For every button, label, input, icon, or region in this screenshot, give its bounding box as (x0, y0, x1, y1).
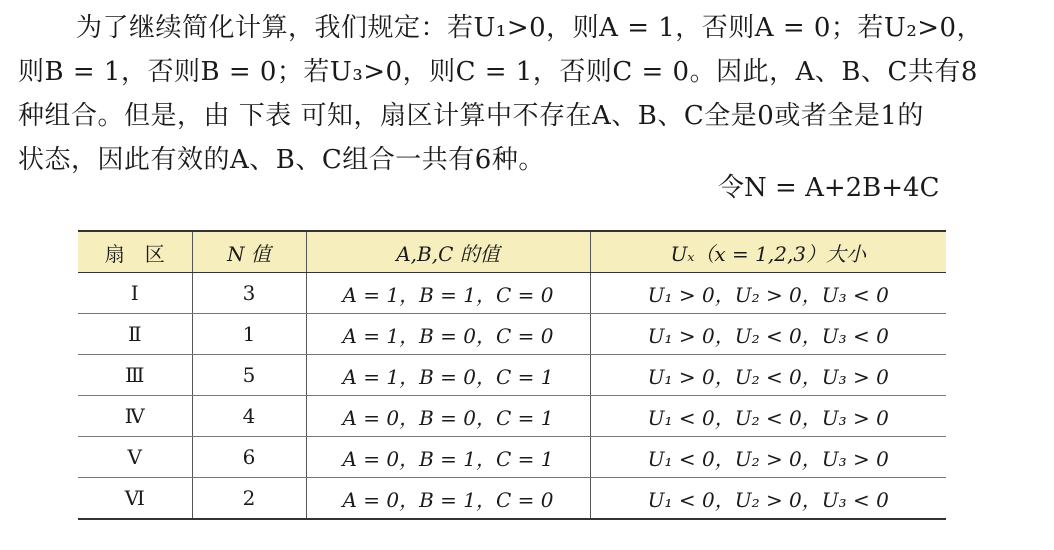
cell-abc-value: A = 1，B = 0，C = 0 (306, 314, 590, 355)
cell-ux-size: U₁ < 0，U₂ > 0，U₃ < 0 (590, 478, 946, 520)
header-row (78, 231, 946, 273)
cell-abc-value: A = 0，B = 1，C = 1 (306, 437, 590, 478)
table-row (78, 314, 946, 355)
paragraph-line: 为了继续简化计算，我们规定：若U₁>0，则A = 1，否则A = 0；若U₂>0， (76, 13, 984, 43)
header-ux-size: Uₓ（x = 1,2,3）大小 (590, 231, 946, 273)
cell-sector: Ⅴ (78, 437, 192, 478)
cell-ux-size: U₁ < 0，U₂ > 0，U₃ > 0 (590, 437, 946, 478)
cell-sector: Ⅱ (78, 314, 192, 355)
cell-abc-value: A = 1，B = 1，C = 0 (306, 273, 590, 314)
header-abc-value: A,B,C 的值 (306, 231, 590, 273)
cell-abc-value: A = 0，B = 1，C = 0 (306, 478, 590, 520)
table-row (78, 355, 946, 396)
paragraph-line: 则B = 1，否则B = 0；若U₃>0，则C = 1，否则C = 0。因此，A、B、C共有8 (18, 57, 978, 87)
cell-ux-size: U₁ < 0，U₂ < 0，U₃ > 0 (590, 396, 946, 437)
table-body (78, 273, 946, 520)
cell-n-value: 5 (192, 355, 306, 396)
table-row (78, 396, 946, 437)
cell-ux-size: U₁ > 0，U₂ > 0，U₃ < 0 (590, 273, 946, 314)
header-sector: 扇 区 (78, 231, 192, 273)
cell-abc-value: A = 1，B = 0，C = 1 (306, 355, 590, 396)
sector-table (78, 230, 946, 520)
cell-n-value: 2 (192, 478, 306, 520)
cell-ux-size: U₁ > 0，U₂ < 0，U₃ < 0 (590, 314, 946, 355)
cell-sector: Ⅵ (78, 478, 192, 520)
cell-n-value: 6 (192, 437, 306, 478)
table-row (78, 478, 946, 520)
paragraph-line: 状态，因此有效的A、B、C组合一共有6种。 (18, 145, 545, 175)
table-row (78, 273, 946, 314)
cell-n-value: 1 (192, 314, 306, 355)
cell-n-value: 3 (192, 273, 306, 314)
cell-sector: Ⅳ (78, 396, 192, 437)
formula-n: 令N = A+2B+4C (718, 173, 940, 203)
header-n-value: N 值 (192, 231, 306, 273)
paragraph-line: 种组合。但是，由 下表 可知，扇区计算中不存在A、B、C全是0或者全是1的 (18, 101, 924, 131)
cell-sector: Ⅰ (78, 273, 192, 314)
cell-ux-size: U₁ > 0，U₂ < 0，U₃ > 0 (590, 355, 946, 396)
body-paragraph (18, 6, 1038, 182)
table-row (78, 437, 946, 478)
table-header (78, 231, 946, 273)
cell-abc-value: A = 0，B = 0，C = 1 (306, 396, 590, 437)
cell-sector: Ⅲ (78, 355, 192, 396)
cell-n-value: 4 (192, 396, 306, 437)
